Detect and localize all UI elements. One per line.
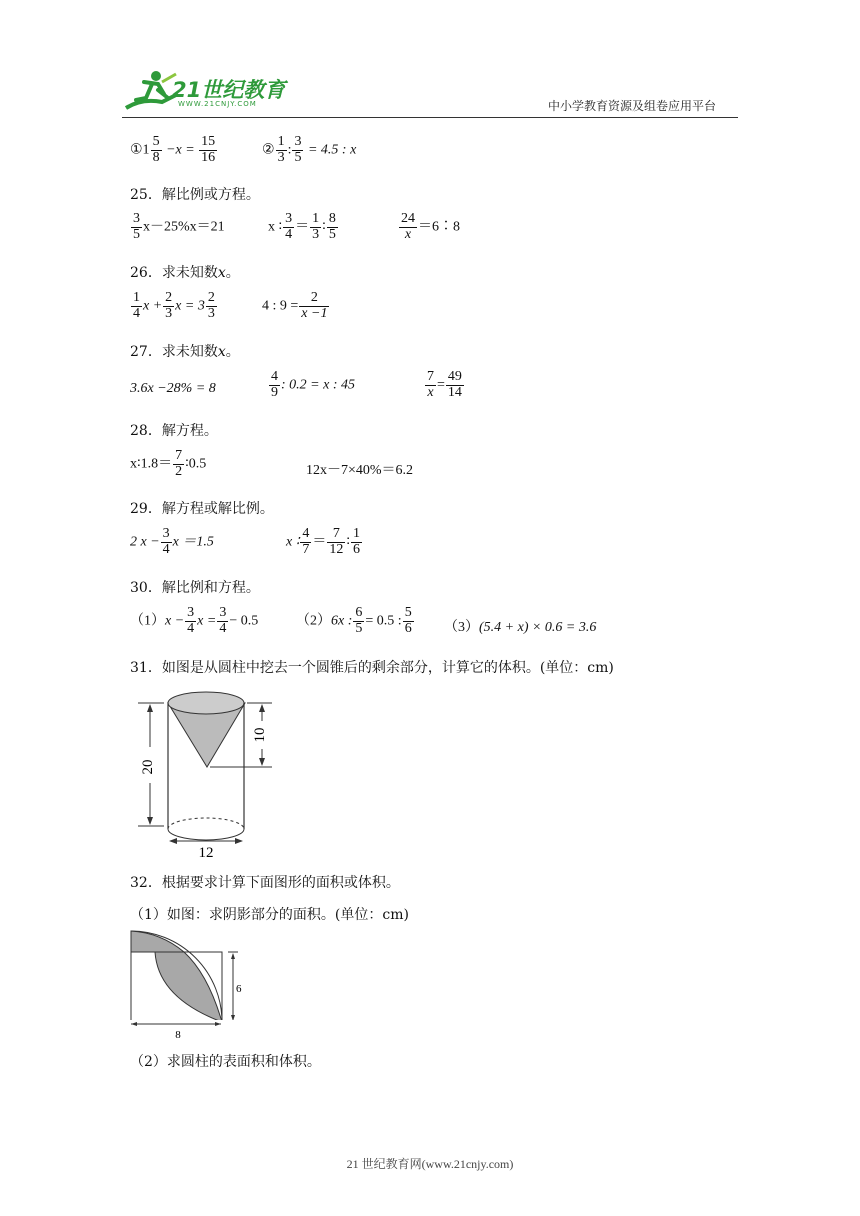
q25-eq3: $\frac{24}{x}$ ＝6∶8	[401, 211, 460, 242]
header-rule	[122, 117, 738, 118]
cone-height-label: 10	[252, 727, 268, 743]
cylinder-top-ellipse	[168, 692, 244, 714]
logo-sub-text: WWW.21CNJY.COM	[178, 100, 257, 108]
q27-eq2: $\frac{4}{9}$ : 0.2 = x : 45	[271, 369, 355, 400]
logo-main-text: 21世纪教育	[172, 78, 286, 102]
q26-title: 26．求未知数x。	[130, 265, 240, 281]
q30-part3: （3）(5.4 + x) × 0.6 = 3.6	[444, 620, 597, 635]
q32-figure	[128, 928, 258, 1020]
q29-title: 29．解方程或解比例。	[130, 501, 274, 517]
shaded-area-diagram	[128, 928, 258, 1020]
header-right-text: 中小学教育资源及组卷应用平台	[548, 99, 717, 113]
q26-eq2: 4 : 9 = $\frac{2}{x -1}$	[262, 290, 328, 321]
q32-part2: （2）求圆柱的表面积和体积。	[130, 1054, 321, 1070]
q32-width-dim	[130, 1020, 226, 1042]
q27-eq3: $\frac{7}{x}$ = $\frac{49}{14}$	[427, 369, 462, 400]
q25-eq2: x ∶ $\frac{3}{4}$ ＝ $\frac{1}{3}$ ∶ $\frac{8}{5}$	[268, 211, 336, 242]
footer-text: 21 世纪教育网(www.21cnjy.com)	[346, 1157, 514, 1171]
eq24-b: ② $\frac{1}{3}$ : $\frac{3}{5}$ = 4.5 : x	[262, 134, 357, 165]
eq24-a: ①1 $\frac{5}{8}$ −x = $\frac{15}{16}$	[130, 134, 216, 165]
header-logo	[122, 68, 292, 114]
q28-eq2: 12x－7×40%＝6.2	[306, 463, 414, 478]
height-label: 20	[140, 759, 156, 775]
q29-eq2: x ∶ $\frac{4}{7}$ ＝ $\frac{7}{12}$ ∶ $\frac{1}{6}$	[286, 526, 361, 557]
q31-figure	[130, 685, 280, 860]
q32-title: 32．根据要求计算下面图形的面积或体积。	[130, 875, 400, 891]
cylinder-cone-diagram	[130, 685, 280, 860]
q25-eq1: $\frac{3}{5}$ x－25%x＝21	[133, 211, 225, 242]
q30-part1: （1）x − $\frac{3}{4}$ x = $\frac{3}{4}$ − 0.5	[130, 605, 259, 636]
q32-part1: （1）如图：求阴影部分的面积。(单位：cm)	[130, 907, 409, 923]
lens-shade	[155, 952, 222, 1020]
width-label: 8	[175, 1029, 181, 1041]
q29-eq1: 2 x − $\frac{3}{4}$ x ＝1.5	[130, 526, 214, 557]
q26-eq1: $\frac{1}{4}$ x + $\frac{2}{3}$ x = 3 $\frac{2}{3}$	[133, 290, 215, 321]
height-label: 6	[236, 983, 242, 995]
q27-eq1: 3.6x −28% = 8	[130, 381, 216, 396]
q28-eq1: x∶1.8＝ $\frac{7}{2}$ ∶0.5	[130, 448, 207, 479]
q30-part2: （2）6x : $\frac{6}{5}$ = 0.5 : $\frac{5}{6}$	[296, 605, 412, 636]
q27-title: 27．求未知数x。	[130, 344, 240, 360]
q31-title: 31．如图是从圆柱中挖去一个圆锥后的剩余部分，计算它的体积。(单位：cm)	[130, 660, 614, 676]
q25-title: 25．解比例或方程。	[130, 187, 260, 203]
q28-title: 28．解方程。	[130, 423, 218, 439]
diameter-label: 12	[198, 845, 214, 860]
q30-title: 30．解比例和方程。	[130, 580, 260, 596]
